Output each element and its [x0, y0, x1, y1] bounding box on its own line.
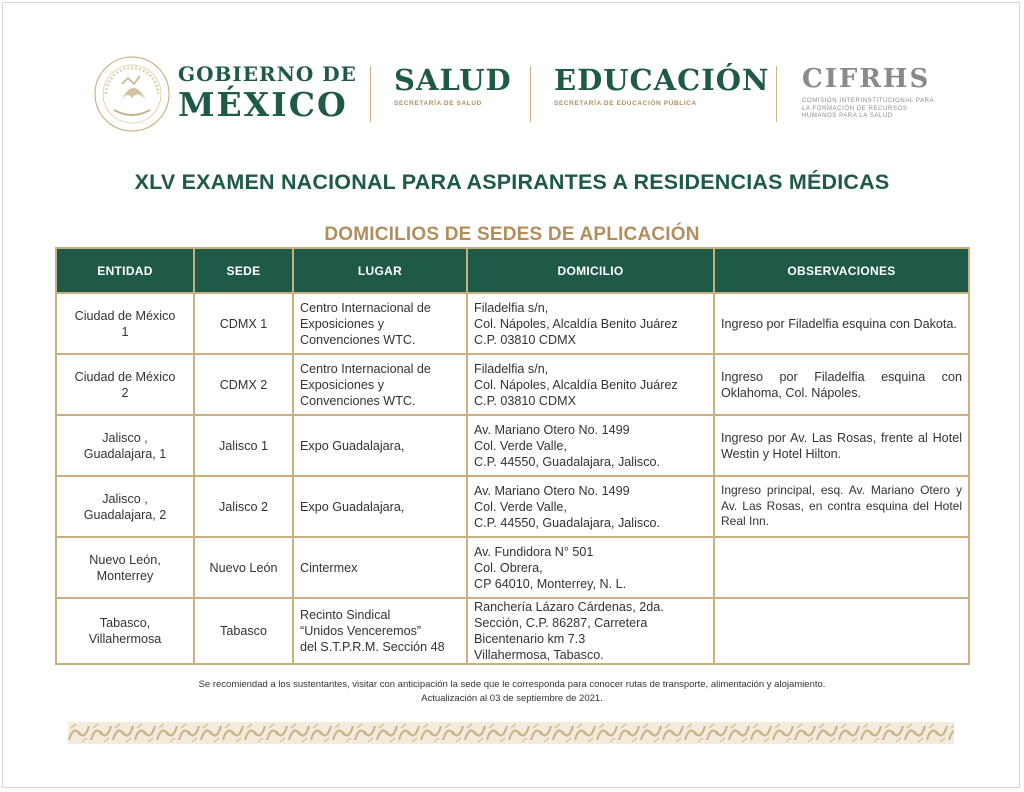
decorative-pattern-band: [68, 722, 954, 744]
cell-entidad: Nuevo León, Monterrey: [56, 537, 194, 598]
cell-lugar: Expo Guadalajara,: [293, 415, 467, 476]
table-row: [56, 415, 969, 476]
cell-observaciones: Ingreso por Filadelfia esquina con Dakota.: [714, 293, 969, 354]
header-logos: [86, 52, 946, 136]
cell-lugar: Expo Guadalajara,: [293, 476, 467, 537]
cell-lugar: Recinto Sindical “Unidos Venceremos” del S.T.P.R.M. Sección 48: [293, 598, 467, 664]
logo-divider: [530, 66, 531, 122]
footnote: [0, 678, 1024, 706]
table-row: [56, 293, 969, 354]
salud-logo-name: SALUD: [394, 63, 512, 97]
logo-divider: [370, 66, 371, 122]
gobierno-logo-line1: GOBIERNO DE: [178, 62, 357, 86]
cell-lugar: Centro Internacional de Exposiciones y Convenciones WTC.: [293, 354, 467, 415]
cell-domicilio: Av. Fundidora N° 501 Col. Obrera, CP 64010, Monterrey, N. L.: [467, 537, 714, 598]
cell-sede: CDMX 2: [194, 354, 293, 415]
cell-sede: Nuevo León: [194, 537, 293, 598]
cell-observaciones: Ingreso por Filadelfia esquina con Oklahoma, Col. Nápoles.: [714, 354, 969, 415]
table-header-row: [56, 248, 969, 293]
cell-lugar: Centro Internacional de Exposiciones y Convenciones WTC.: [293, 293, 467, 354]
cell-observaciones: Ingreso principal, esq. Av. Mariano Otero y Av. Las Rosas, en contra esquina del Hotel Real Inn.: [714, 476, 969, 537]
cell-domicilio: Filadelfia s/n, Col. Nápoles, Alcaldía Benito Juárez C.P. 03810 CDMX: [467, 293, 714, 354]
column-header-lugar: LUGAR: [293, 248, 467, 293]
cell-domicilio: Ranchería Lázaro Cárdenas, 2da. Sección, C.P. 86287, Carretera Bicentenario km 7.3 Villahermosa, Tabasco.: [467, 598, 714, 664]
cell-entidad: Ciudad de México 2: [56, 354, 194, 415]
cell-entidad: Jalisco , Guadalajara, 2: [56, 476, 194, 537]
table-row: [56, 537, 969, 598]
salud-logo: [394, 63, 512, 108]
cell-entidad: Ciudad de México 1: [56, 293, 194, 354]
gobierno-logo-line2: MÉXICO: [178, 85, 348, 124]
educacion-logo: [554, 63, 770, 108]
mexico-seal-icon: [92, 54, 172, 134]
logo-divider: [776, 66, 777, 122]
table-row: [56, 354, 969, 415]
educacion-logo-name: EDUCACIÓN: [554, 63, 770, 97]
document-title: XLV EXAMEN NACIONAL PARA ASPIRANTES A RESIDENCIAS MÉDICAS: [134, 170, 890, 194]
gobierno-de-mexico-logo: [178, 62, 357, 124]
sedes-table: [55, 247, 970, 665]
cell-observaciones: [714, 598, 969, 664]
cell-sede: Jalisco 1: [194, 415, 293, 476]
cell-observaciones: Ingreso por Av. Las Rosas, frente al Hotel Westin y Hotel Hilton.: [714, 415, 969, 476]
cell-sede: Jalisco 2: [194, 476, 293, 537]
document-subtitle: DOMICILIOS DE SEDES DE APLICACIÓN: [324, 224, 700, 245]
table-row: [56, 598, 969, 664]
cifrhs-logo: [802, 66, 942, 121]
table-row: [56, 476, 969, 537]
footnote-recommendation: Se recomiendad a los sustentantes, visitar con anticipación la sede que le corresponda para conocer rutas de transporte, alimentación y alojamiento.: [198, 679, 826, 690]
column-header-observaciones: OBSERVACIONES: [714, 248, 969, 293]
cifrhs-logo-subtitle: COMISIÓN INTERINSTITUCIONAL PARA LA FORMACIÓN DE RECURSOS HUMANOS PARA LA SALUD: [802, 98, 934, 119]
cell-sede: Tabasco: [194, 598, 293, 664]
column-header-domicilio: DOMICILIO: [467, 248, 714, 293]
cell-entidad: Jalisco , Guadalajara, 1: [56, 415, 194, 476]
cell-observaciones: [714, 537, 969, 598]
column-header-entidad: ENTIDAD: [56, 248, 194, 293]
cifrhs-logo-name: CIFRHS: [802, 64, 931, 94]
footnote-update-date: Actualización al 03 de septiembre de 2021.: [421, 693, 603, 704]
cell-domicilio: Av. Mariano Otero No. 1499 Col. Verde Valle, C.P. 44550, Guadalajara, Jalisco.: [467, 476, 714, 537]
cell-entidad: Tabasco, Villahermosa: [56, 598, 194, 664]
educacion-logo-subtitle: SECRETARÍA DE EDUCACIÓN PÚBLICA: [554, 100, 697, 107]
cell-lugar: Cintermex: [293, 537, 467, 598]
column-header-sede: SEDE: [194, 248, 293, 293]
cell-sede: CDMX 1: [194, 293, 293, 354]
cell-domicilio: Av. Mariano Otero No. 1499 Col. Verde Valle, C.P. 44550, Guadalajara, Jalisco.: [467, 415, 714, 476]
salud-logo-subtitle: SECRETARÍA DE SALUD: [394, 100, 482, 107]
cell-domicilio: Filadelfia s/n, Col. Nápoles, Alcaldía Benito Juárez C.P. 03810 CDMX: [467, 354, 714, 415]
